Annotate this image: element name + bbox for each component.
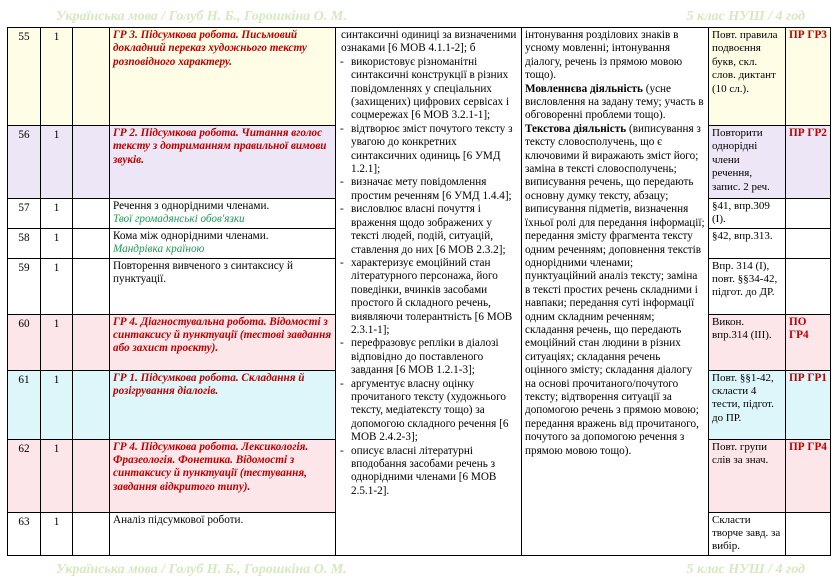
assessment-code: ПР ГР1 (786, 370, 831, 439)
activities-cell (522, 28, 709, 556)
assessment-code (786, 228, 831, 258)
lesson-topic-cell (110, 228, 336, 258)
lesson-number: 55 (8, 28, 41, 126)
assessment-code: ПР ГР2 (786, 126, 831, 199)
homework: Повторити однорідні члени речення, запис. 2 реч. (709, 126, 786, 199)
assessment-code (786, 258, 831, 314)
lesson-topic: ГР 3. Підсумкова робота. Письмовий докладний переказ художнього тексту розповідного характеру. (110, 28, 336, 126)
outcome-item: - аргументує власну оцінку прочитаного тексту (художнього тексту, медіатексту тощо) за допомогою складного речення [6 МОВ 2.4.2-3]; (339, 378, 518, 445)
outcome-item: синтаксичні одиниці за визначеними ознаками [6 МОВ 4.1.1-2]; б (341, 29, 517, 55)
lesson-topic: Кома між однорідними членами. (113, 229, 269, 242)
outcome-item: - висловлює власні почуття і враження щодо зображених у тексті людей, подій, ситуацій, ставлення до них [6 МОВ 2.3.2]; (339, 203, 518, 257)
lesson-hours: 1 (41, 439, 73, 512)
lesson-plan-table (7, 27, 831, 556)
lesson-topic-cell (110, 199, 336, 229)
assessment-code: ПР ГР3 (786, 28, 831, 126)
lesson-topic: ГР 2. Підсумкова робота. Читання вголос тексту з дотриманням правильної вимови звуків. (110, 126, 336, 199)
outcome-item: - характеризує емоційний стан літературного персонажа, його поведінки, вчинків засобами простого й складного речень, виявляючи толерантність [6 МОВ 2.3.1-1]; (339, 257, 518, 337)
lesson-number: 58 (8, 228, 41, 258)
lesson-number: 63 (8, 512, 41, 555)
empty-cell (73, 228, 110, 258)
lesson-hours: 1 (41, 199, 73, 229)
table-row (8, 28, 831, 126)
homework: §42, впр.313. (709, 228, 786, 258)
lesson-hours: 1 (41, 126, 73, 199)
lesson-number: 62 (8, 439, 41, 512)
lesson-topic: Аналіз підсумкової роботи. (110, 512, 336, 555)
lesson-hours: 1 (41, 258, 73, 314)
empty-cell (73, 126, 110, 199)
homework: Повт. §§1-42, скласти 4 тести, підгот. до ПР. (709, 370, 786, 439)
lesson-number: 61 (8, 370, 41, 439)
learning-outcomes-cell (336, 28, 522, 556)
lesson-topic: ГР 1. Підсумкова робота. Складання й розігрування діалогів. (110, 370, 336, 439)
lesson-hours: 1 (41, 370, 73, 439)
lesson-topic: Речення з однорідними членами. (113, 200, 270, 212)
text-activity-title: Текстова діяльність (525, 122, 627, 135)
lesson-theme: Твої громадянські обов'язки (113, 213, 245, 226)
homework: Викон. впр.314 (ІІІ). (709, 314, 786, 370)
speech-activity-title: Мовленнєва діяльність (525, 82, 643, 95)
lesson-theme: Мандрівка країною (113, 243, 205, 256)
homework: Скласти творче завд. за вибір. (709, 512, 786, 555)
assessment-code: ПО ГР4 (786, 314, 831, 370)
homework: Повт. групи слів за знач. (709, 439, 786, 512)
footer-left: Українська мова / Голуб Н. Б., Горошкіна О. М. (56, 562, 347, 577)
empty-cell (73, 512, 110, 555)
lesson-hours: 1 (41, 314, 73, 370)
lesson-number: 57 (8, 199, 41, 229)
activities-intro: інтонування розділових знаків в усному мовленні; інтонування діалогу, речень із прямою мовою тощо). (525, 29, 683, 82)
empty-cell (73, 28, 110, 126)
assessment-code (786, 512, 831, 555)
outcome-item: - визначає мету повідомлення простим реченням [6 УМД 1.4.4]; (339, 176, 518, 203)
lesson-hours: 1 (41, 512, 73, 555)
footer-right: 5 клас НУШ / 4 год (686, 562, 805, 577)
text-activity-text: (виписування з тексту словосполучень, що є ключовими й виражають зміст його; заміна в тексті словосполучень; виписування речень, що передають основну думку тексту, абзацу; виписування підметів, визначення їхньої ролі для передання інформації; передання змісту фрагмента тексту одним реченням; доповнення текстів однорідними членами; пунктуаційний аналіз тексту; заміна в тексті простих речень складними і навпаки; передання суті інформації одним складним реченням; складання речень, що передають емоційний стан людини в різних ситуаціях; складання речень оцінного змісту; складання діалогу на основі прочитаного/почутого тексту; відтворення ситуації за допомогою речень з прямою мовою; передання вражень від прочитаного, почутого за допомогою речення з прямою мовою тощо). (525, 122, 705, 457)
outcome-item: - описує власні літературні вподобання засобами речень з однорідними членами [6 МОВ 2.5.1-2]. (339, 445, 518, 499)
outcome-item: - використовує різноманітні синтаксичні конструкції в різних повідомленнях у спеціальних (захищених) цифрових сервісах і соцмережах [6 МОВ 3.2.1-1]; (339, 56, 518, 123)
header-right: 5 клас НУШ / 4 год (686, 9, 805, 24)
empty-cell (73, 370, 110, 439)
homework: Впр. 314 (І), повт. §§34-42, підгот. до ДР. (709, 258, 786, 314)
speech-activity-text: (усне висловлення на задану тему; участь в обговоренні проблеми тощо). (525, 82, 704, 122)
empty-cell (73, 199, 110, 229)
assessment-code (786, 199, 831, 229)
lesson-hours: 1 (41, 228, 73, 258)
homework: §41, впр.309 (І). (709, 199, 786, 229)
empty-cell (73, 439, 110, 512)
lesson-hours: 1 (41, 28, 73, 126)
lesson-number: 56 (8, 126, 41, 199)
homework: Повт. правила подвоєння букв, скл. слов. диктант (10 сл.). (709, 28, 786, 126)
empty-cell (73, 314, 110, 370)
lesson-topic: ГР 4. Підсумкова робота. Лексикологія. Фразеологія. Фонетика. Відомості з синтаксису й пунктуації (тестування, завдання відкритого типу). (110, 439, 336, 512)
outcomes-list (339, 56, 518, 498)
header-left: Українська мова / Голуб Н. Б., Горошкіна О. М. (56, 9, 347, 24)
outcome-item: - перефразовує репліки в діалозі відповідно до поставленого завдання [6 МОВ 1.2.1-3]; (339, 337, 518, 377)
assessment-code: ПР ГР4 (786, 439, 831, 512)
lesson-topic: Повторення вивченого з синтаксису й пунктуації. (110, 258, 336, 314)
lesson-number: 59 (8, 258, 41, 314)
empty-cell (73, 258, 110, 314)
lesson-topic: ГР 4. Діагностувальна робота. Відомості з синтаксису й пунктуації (тестові завдання або захист проєкту). (110, 314, 336, 370)
outcome-item: - відтворює зміст почутого тексту з увагою до конкретних синтаксичних одиниць [6 УМД 1.2.1]; (339, 123, 518, 177)
lesson-number: 60 (8, 314, 41, 370)
